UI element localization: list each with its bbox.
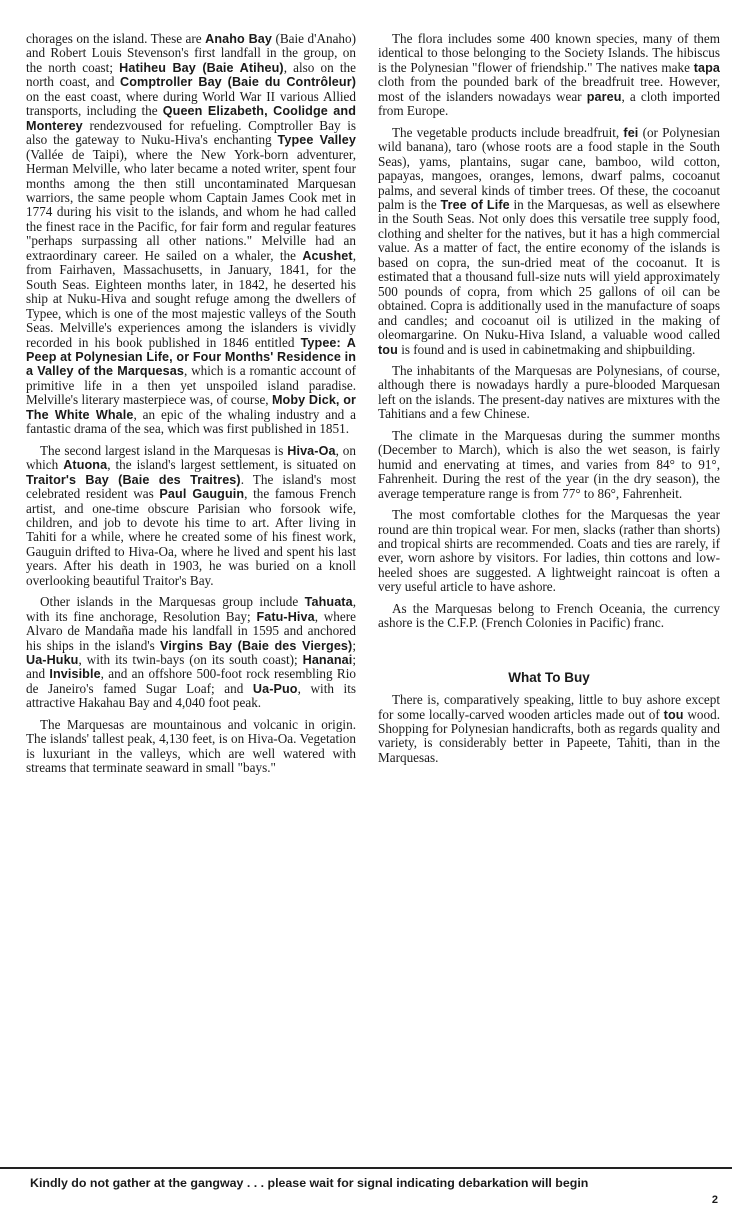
place-name-hiva-oa: Hiva-Oa [287,443,336,458]
text-run: cloth from the pounded bark of the breadfruit tree. However, most of the islanders nowadays wear [378,74,720,104]
paragraph-anchorages [26,32,356,437]
place-name-comptroller-bay: Comptroller Bay (Baie du Contrôleur) [120,75,356,90]
place-name-fatu-hiva: Fatu-Hiva [256,609,315,624]
text-run: Other islands in the Marquesas group include [40,594,305,610]
term-tou: tou [378,342,398,357]
text-run: , the island's largest settlement, is situated on [107,457,357,473]
text-run: , and an offshore 500-foot rock resembling Rio de Janeiro's famed Sugar Loaf; and [26,666,356,696]
text-run: ; [352,637,356,653]
text-run: , from Fairhaven, Massachusetts, in January, 1841, for the South Seas. Eighteen months later, in 1842, he deserted his ship at Nuku-Hiva and sought refuge among the dwellers of Typee, which is one of the most majestic valleys of the South Seas. Melville's experiences among the islanders is vividly recorded in his book published in 1846 entitled [26,247,356,350]
place-name-virgins-bay: Virgins Bay (Baie des Vierges) [160,638,353,653]
text-run: on the east coast, where during World War II various Allied transports, including the [26,88,356,119]
text-run: is found and is used in cabinetmaking and shipbuilding. [397,341,696,357]
text-run: rendezvoused for refueling. Comptroller Bay is also the gateway to Nuku-Hiva's enchanting [26,117,356,148]
place-name-atuona: Atuona [63,458,108,473]
place-name-hananai: Hananai [302,653,353,668]
text-run: (Baie d'Anaho) and Robert Louis Stevenson's first landfall in the group, on the north coast; [26,31,356,75]
term-pareu: pareu [586,89,622,104]
paragraph-hiva-oa [26,444,356,589]
text-run: (Vallée de Taipi), where the New York-born adventurer, Herman Melville, who later became a noted writer, spent four months among the then still uncontaminated Marquesan warriors, the same people whom Captain James Cook met in 1774 during his visit to the islands, and whom he had called the finest race in the Pacific, for fair form and regular features "perhaps surpassing all other nations." Melville had an extraordinary career. He sailed on a whaler, the [26,146,356,263]
place-name-traitors-bay: Traitor's Bay (Baie des Traitres) [26,472,241,487]
section-heading-what-to-buy: What To Buy [508,669,590,685]
text-run: , with its twin-bays (on its south coast); [78,652,303,668]
text-run: The vegetable products include breadfruit, [392,124,624,140]
text-run: in the Marquesas, as well as elsewhere in the South Seas. Not only does this versatile tree supply food, clothing and shelter for the natives, but it has a high commercial value. As a matter of fact, the entire economy of the islands is based on copra, the sun-dried meat of the cocoanut. It is estimated that a thousand full-size nuts will yield approximately 500 pounds of copra, from which 25 gallons of oil can be obtained. Copra is additionally used in the manufacture of soaps and candles; and cocoanut oil is utilized in the making of oleomargarine. On Nuku-Hiva Island, a valuable wood called [378,196,721,343]
term-tree-of-life: Tree of Life [440,197,510,212]
text-run: , also on the north coast, and [26,59,356,90]
book-title-typee: Typee: A Peep at Polynesian Life, or Four Months' Residence in a Valley of the Marquesas [26,335,356,379]
text-run: , an epic of the whaling industry and a fantastic drama of the sea, which was first published in 1851. [26,406,357,437]
text-run: (or Polynesian wild banana), taro (whose roots are a food staple in the South Seas), yams, plantains, sugar cane, bamboo, wild cotton, papayas, mangoes, oranges, lemons, dwarf palms, cocoanut palms, and several kinds of timber trees. Of these, the cocoanut palm is the [378,124,720,212]
text-run: , with its fine anchorage, Resolution Bay; [26,594,356,624]
footer-divider [0,1167,732,1169]
text-run: , where Alvaro de Mandaña made his landfall in 1595 and anchored his ships in the island's [26,608,356,653]
page-number: 2 [711,1194,718,1206]
paragraph-inhabitants: The inhabitants of the Marquesas are Polynesians, of course, although there is nowadays hardly a pure-blooded Marquesan left on the islands. The present-day natives are mixtures with the Tahitians and a few Chinese. [378,362,720,422]
text-run: , a cloth imported from Europe. [378,88,720,119]
text-run: wood. Shopping for Polynesian handicrafts, both as regards quality and variety, is considerably better in Papeete, Tahiti, than in the Marquesas. [378,706,720,765]
paragraph-flora [378,32,720,119]
place-name-hatiheu-bay: Hatiheu Bay (Baie Atiheu) [119,60,284,75]
text-run: , the famous French artist, and one-time obscure Parisian who forsook wife, children, and job to devote his time to art. After living in Tahiti for a while, where he created some of his finest work, Gauguin drifted to Hiva-Oa, where he lived and spent his last years. After his death in 1903, he was buried on a knoll overlooking beautiful Traitor's Bay. [26,486,356,588]
place-name-typee-valley: Typee Valley [277,133,356,148]
paragraph-other-islands [26,595,356,711]
place-name-ua-puo: Ua-Puo [252,681,298,696]
text-run: The second largest island in the Marquesas is [40,442,288,458]
text-run: , with its attractive Hakahau Bay and 4,040 foot peak. [26,680,356,711]
term-tapa: tapa [693,60,720,75]
text-run: , on which [26,442,356,473]
ship-names: Queen Elizabeth, Coolidge and Monterey [26,104,356,133]
text-run: , which is a romantic account of primitive life in a then yet unspoiled island paradise. Melville's literary masterpiece was, of course, [26,363,356,408]
term-fei: fei [623,125,639,140]
ship-name-acushet: Acushet [302,248,353,263]
book-title-moby-dick: Moby Dick, or The White Whale [26,393,356,422]
place-name-tahuata: Tahuata [304,595,353,610]
paragraph-geography: The Marquesas are mountainous and volcanic in origin. The islands' tallest peak, 4,130 feet, is on Hiva-Oa. Vegetation is luxuriant in the valleys, which are well watered with streams that terminate seaward in small "bays." [26,716,356,776]
paragraph-vegetable-products [378,126,720,357]
term-tou: tou [663,707,684,722]
left-column [26,32,356,783]
place-name-anaho-bay: Anaho Bay [205,32,272,46]
text-run: ; and [26,652,356,682]
place-name-invisible: Invisible [49,667,101,682]
paragraph-climate: The climate in the Marquesas during the summer months (December to March), which is also the wet season, is fairly humid and enervating at times, and varies from 84° to 91°, Fahrenheit. During the rest of the year (in the dry season), the average temperature range is from 77° to 86°, Fahrenheit. [378,427,720,501]
text-run: There is, comparatively speaking, little to buy ashore except for some locally-carved wooden articles made out of [378,692,720,722]
person-name-gauguin: Paul Gauguin [159,487,245,502]
paragraph-currency: As the Marquesas belong to French Oceania, the currency ashore is the C.F.P. (French Colonies in Pacific) franc. [378,600,720,631]
text-run: The flora includes some 400 known species, many of them identical to those belonging to the Society Islands. The hibiscus is the Polynesian "flower of friendship." The natives make [378,31,720,75]
footer-notice: Kindly do not gather at the gangway . . . please wait for signal indicating debarkation will begin [30,1176,589,1190]
paragraph-shopping [378,693,720,765]
place-name-ua-huku: Ua-Huku [26,653,79,668]
right-column [378,32,720,772]
text-run: chorages on the island. These are [26,31,206,46]
text-run: . The island's most celebrated resident was [26,471,357,502]
paragraph-clothing: The most comfortable clothes for the Marquesas the year round are thin tropical wear. For men, slacks (rather than shorts) and tropical shirts are recommended. Coats and ties are rarely, if ever, worn ashore by visitors. For ladies, thin cottons and low-heeled shoes are suggested. A lightweight raincoat is often a very useful article to have ashore. [378,507,720,595]
